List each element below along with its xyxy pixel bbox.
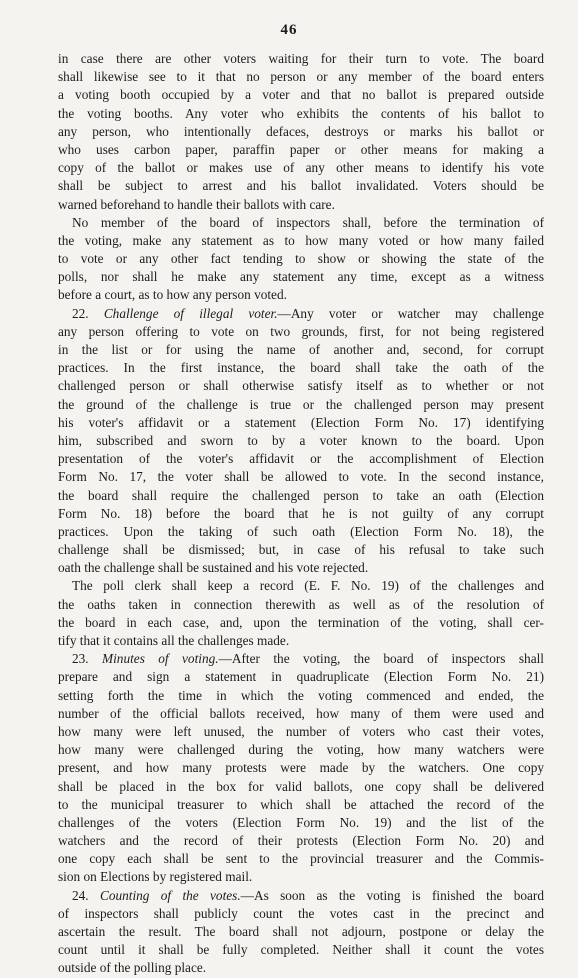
text-line: a voting booth occupied by a voter and that no ballot is prepared outside: [58, 87, 544, 103]
text-line: in the list or for using the name of another and, second, for corrupt: [58, 342, 544, 357]
text-line: the oaths taken in connection therewith as well as of the resolution of: [58, 596, 544, 612]
section-number: 24.: [72, 887, 100, 903]
text-line: shall likewise see to it that no person or any member of the board enters: [58, 69, 544, 85]
text-line: number of the official ballots received, how many of them were used and: [58, 705, 544, 721]
text-line: shall be subject to arrest and his ballot invalidated. Voters should be: [58, 178, 544, 194]
text-line: challenged person or shall otherwise satisfy itself as to whether or not: [58, 378, 544, 394]
section-text: —After the voting, the board of inspectors shall: [218, 651, 544, 667]
text-line: any person offering to vote on two grounds, first, for not being registered: [58, 323, 544, 339]
text-line: practices. In the first instance, the board shall take the oath of the: [58, 360, 544, 376]
text-line: any person, who intentionally defaces, destroys or marks his ballot or: [58, 123, 544, 139]
text-line: in case there are other voters waiting for their turn to vote. The board: [58, 51, 544, 66]
section-number: 23.: [72, 651, 103, 667]
text-line: setting forth the time in which the voting commenced and ended, the: [58, 687, 544, 703]
text-line: the board in each case, and, upon the termination of the voting, shall cer-: [58, 614, 544, 630]
text-line: the board shall require the challenged person to take an oath (Election: [58, 487, 544, 503]
page-number: 46: [280, 22, 298, 38]
text-line: the voting booths. Any voter who exhibits the contents of his ballot to: [58, 105, 544, 121]
section-title: Minutes of voting.: [102, 651, 219, 667]
text-line: Form No. 18) before the board that he is not guilty of any corrupt: [58, 505, 544, 521]
section-22-heading-line: [58, 305, 544, 323]
text-line: how many were challenged during the voting, how many watchers were: [58, 742, 544, 758]
section-title: Counting of the votes.: [99, 887, 241, 903]
text-line: Form No. 17, the voter shall be allowed to vote. In the second instance,: [58, 469, 544, 485]
text-line: how many were left unused, the number of voters who cast their votes,: [58, 723, 544, 739]
text-line: presentation of the voter's affidavit or the accomplishment of Election: [58, 451, 544, 467]
section-title: Challenge of illegal voter.: [103, 305, 278, 321]
text-line: oath the challenge shall be sustained and his vote rejected.: [58, 560, 369, 576]
page-body: [58, 50, 544, 978]
text-line: before a court, as to how any person voted.: [58, 287, 287, 303]
text-line: watchers and the record of their protests (Election Form No. 20) and: [58, 833, 544, 849]
text-line: to the municipal treasurer to which shall be attached the record of the: [58, 796, 544, 812]
section-text: —As soon as the voting is finished the board: [240, 887, 544, 903]
text-line: who uses carbon paper, paraffin paper or other means for making a: [58, 141, 544, 157]
text-line: warned beforehand to handle their ballots with care.: [58, 196, 335, 212]
text-line: challenge shall be dismissed; but, in case of his refusal to take such: [58, 542, 544, 558]
text-line: one copy each shall be sent to the provincial treasurer and the Commis-: [58, 851, 544, 867]
section-24-heading-line: [58, 887, 544, 905]
text-line: The poll clerk shall keep a record (E. F. No. 19) of the challenges and: [72, 578, 544, 594]
text-line: tify that it contains all the challenges made.: [58, 633, 290, 648]
text-line: the ground of the challenge is true or the challenged person may present: [58, 396, 544, 412]
text-line: shall be placed in the box for valid ballots, one copy shall be delivered: [58, 778, 544, 794]
text-line: him, subscribed and sworn to by a voter known to the board. Upon: [58, 432, 544, 448]
text-line: prepare and sign a statement in quadruplicate (Election Form No. 21): [58, 669, 544, 685]
text-line: of inspectors shall publicly count the votes cast in the precinct and: [58, 905, 544, 921]
text-line: copy of the ballot or makes use of any other means to identify his vote: [58, 160, 544, 176]
text-line: outside of the polling place.: [58, 960, 207, 976]
text-line: ascertain the result. The board shall not adjourn, postpone or delay the: [58, 924, 544, 939]
section-number: 22.: [72, 305, 104, 321]
text-line: polls, nor shall he make any statement any time, except as a witness: [58, 269, 544, 285]
text-line: his voter's affidavit or a statement (Election Form No. 17) identifying: [58, 414, 544, 430]
text-line: No member of the board of inspectors shall, before the termination of: [72, 214, 544, 230]
section-text: —Any voter or watcher may challenge: [277, 305, 544, 321]
text-line: challenges of the voters (Election Form No. 19) and the list of the: [58, 814, 544, 830]
text-line: count until it shall be fully completed. Neither shall it count the votes: [58, 942, 544, 958]
section-23-heading-line: [58, 650, 544, 668]
text-line: to vote or any other fact tending to show or showing the state of the: [58, 251, 544, 267]
text-line: present, and how many protests were made by the watchers. One copy: [58, 760, 544, 776]
text-line: practices. Upon the taking of such oath (Election Form No. 18), the: [58, 523, 544, 539]
text-line: the voting, make any statement as to how many voted or how many failed: [58, 232, 544, 248]
text-line: sion on Elections by registered mail.: [58, 869, 253, 885]
